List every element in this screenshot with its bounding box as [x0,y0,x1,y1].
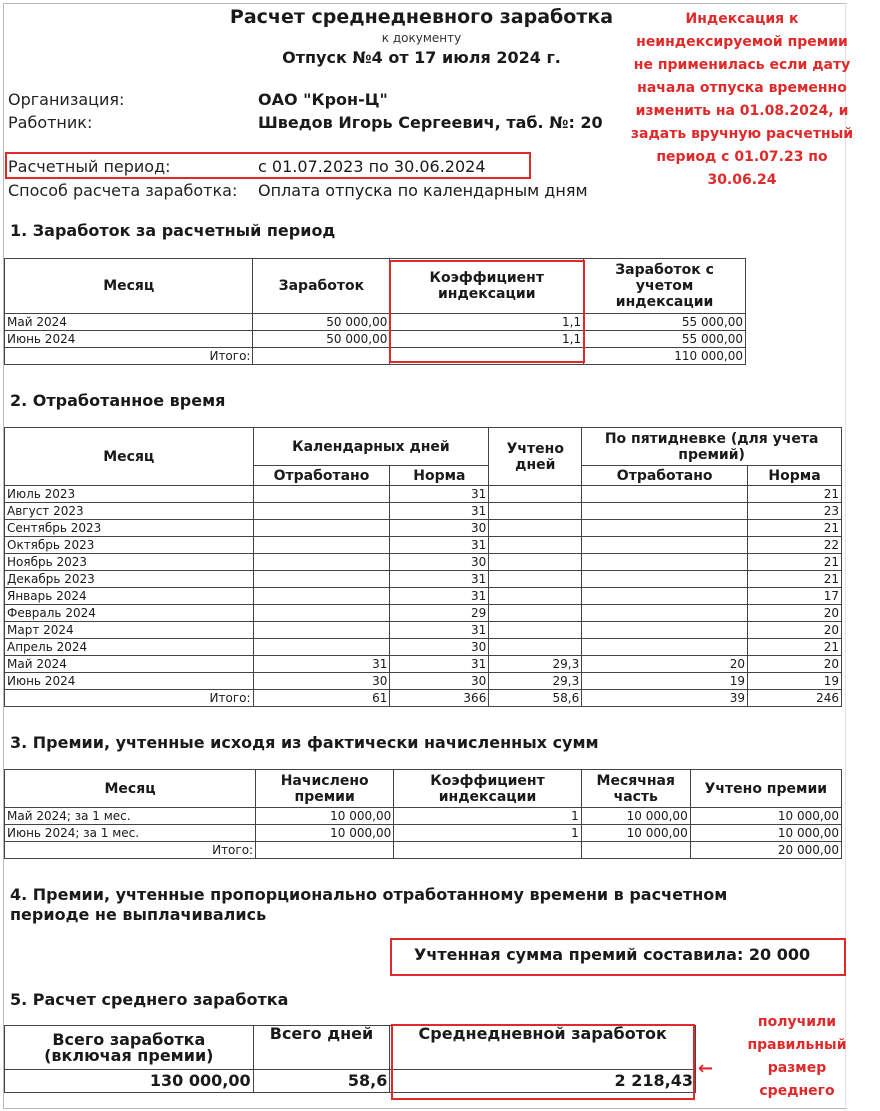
cell-empty [256,842,394,859]
cell-value [582,639,748,656]
worker-value: Шведов Игорь Сергеевич, таб. №: 20 [258,113,603,132]
note-line: период с 01.07.23 по [656,149,828,165]
cell-value: 31 [390,571,489,588]
cell-value: 31 [390,486,489,503]
cell-value: 30 [253,673,390,690]
col-index-coef: Коэффициент индексации [390,259,584,314]
cell-month: Май 2024 [5,656,254,673]
cell-value: 30 [390,554,489,571]
col-accrued-bonus: Начислено премии [256,770,394,808]
avg-highlight-box [391,1024,695,1100]
cell-coef: 1 [394,825,582,842]
cell-value [582,537,748,554]
cell-value: 30 [390,673,489,690]
cell-coef: 1,1 [390,331,584,348]
table-row [5,588,842,605]
cell-month: Апрель 2024 [5,639,254,656]
cell-counted: 10 000,00 [690,808,841,825]
cell-value [582,486,748,503]
col-counted-days: Учтено дней [489,428,582,486]
cell-value [582,520,748,537]
cell-value: 23 [748,503,842,520]
cell-empty [253,348,390,365]
cell-total: 246 [748,690,842,707]
cell-total-label: Итого: [5,842,256,859]
cell-value: 31 [253,656,390,673]
cell-indexed: 55 000,00 [584,331,746,348]
cell-value: 22 [748,537,842,554]
cell-month: Май 2024; за 1 мес. [5,808,256,825]
col-total-earnings: Всего заработка (включая премии) [5,1026,254,1070]
note-line: правильный [747,1037,847,1053]
cell-value: 19 [748,673,842,690]
cell-value: 21 [748,554,842,571]
col-calendar-days: Календарных дней [253,428,489,466]
col-avg-daily: Среднедневной заработок [390,1026,696,1070]
total-row [5,348,746,365]
section2-heading: 2. Отработанное время [10,391,226,410]
cell-value [582,605,748,622]
cell-total: 61 [253,690,390,707]
cell-value [489,486,582,503]
worked-time-table [4,427,842,707]
cell-value [489,554,582,571]
arrow-left-icon: ← [698,1058,714,1079]
result-note [722,1011,872,1103]
period-label: Расчетный период: [8,157,171,176]
table-row [5,571,842,588]
cell-month: Декабрь 2023 [5,571,254,588]
section1-heading: 1. Заработок за расчетный период [10,221,336,240]
cell-accrued: 10 000,00 [256,825,394,842]
cell-total-days: 58,6 [253,1070,390,1093]
cell-value [253,622,390,639]
cell-value [253,554,390,571]
cell-indexed: 55 000,00 [584,314,746,331]
table-row [5,656,842,673]
cell-value [489,571,582,588]
cell-total-value: 110 000,00 [584,348,746,365]
note-line: 30.06.24 [707,172,777,188]
cell-value: 21 [748,639,842,656]
cell-month: Август 2023 [5,503,254,520]
bonus-total-text: Учтенная сумма премий составила: 20 000 [414,945,811,964]
note-line: начала отпуска временно [637,80,847,96]
cell-value: 20 [748,622,842,639]
cell-value [489,588,582,605]
table-row [5,520,842,537]
note-line: задать вручную расчетный [630,126,854,142]
cell-month: Май 2024 [5,314,253,331]
cell-coef: 1 [394,808,582,825]
cell-value [253,503,390,520]
cell-empty [581,842,690,859]
col-norm: Норма [390,466,489,486]
cell-value: 29,3 [489,673,582,690]
cell-value [253,639,390,656]
cell-month: Июль 2023 [5,486,254,503]
col-worked-five: Отработано [582,466,748,486]
cell-value: 29,3 [489,656,582,673]
cell-coef: 1,1 [390,314,584,331]
cell-total: 58,6 [489,690,582,707]
col-norm-five: Норма [748,466,842,486]
method-label: Способ расчета заработка: [8,181,238,200]
section4-heading-line1: 4. Премии, учтенные пропорционально отработанному времени в расчетном [10,885,728,904]
period-highlight-box [5,152,531,179]
cell-value [489,639,582,656]
note-line: не применилась если дату [633,57,851,73]
cell-value [582,622,748,639]
col-indexed-earnings: Заработок с учетом индексации [584,259,746,314]
table-row [5,639,842,656]
cell-value: 31 [390,503,489,520]
cell-earnings: 50 000,00 [253,314,390,331]
col-five-day: По пятидневке (для учета премий) [582,428,842,466]
cell-value: 30 [390,520,489,537]
cell-month: Сентябрь 2023 [5,520,254,537]
cell-value [253,571,390,588]
col-month: Месяц [5,428,254,486]
cell-value [253,486,390,503]
cell-month: Ноябрь 2023 [5,554,254,571]
cell-total-earnings: 130 000,00 [5,1070,254,1093]
period-value: с 01.07.2023 по 30.06.2024 [258,157,486,176]
indexation-note [622,8,862,192]
cell-value: 31 [390,656,489,673]
cell-value: 29 [390,605,489,622]
table-row [5,673,842,690]
cell-total: 39 [582,690,748,707]
cell-value: 20 [748,656,842,673]
cell-total: 366 [390,690,489,707]
cell-value [489,520,582,537]
cell-value: 20 [748,605,842,622]
cell-value: 31 [390,537,489,554]
earnings-table [4,258,746,365]
cell-value [253,520,390,537]
note-line: получили [757,1014,837,1030]
note-line: изменить на 01.08.2024, и [635,103,849,119]
document-reference: Отпуск №4 от 17 июля 2024 г. [282,48,561,67]
section5-heading: 5. Расчет среднего заработка [10,990,289,1009]
table-row [5,825,842,842]
cell-total-value: 20 000,00 [690,842,841,859]
total-row [5,842,842,859]
col-total-days: Всего дней [253,1026,390,1070]
cell-total-label: Итого: [5,348,253,365]
cell-value: 30 [390,639,489,656]
coef-highlight-box [389,260,585,363]
cell-value [582,503,748,520]
cell-earnings: 50 000,00 [253,331,390,348]
cell-value [582,588,748,605]
cell-value [582,554,748,571]
cell-value [253,588,390,605]
cell-accrued: 10 000,00 [256,808,394,825]
col-index-coef: Коэффициент индексации [394,770,582,808]
cell-monthly: 10 000,00 [581,808,690,825]
col-worked: Отработано [253,466,390,486]
table-row [5,605,842,622]
page-subtitle: к документу [381,31,462,45]
cell-month: Октябрь 2023 [5,537,254,554]
table-row [5,486,842,503]
cell-value: 20 [582,656,748,673]
col-earnings: Заработок [253,259,390,314]
cell-value: 21 [748,571,842,588]
col-counted-bonus: Учтено премии [690,770,841,808]
org-label: Организация: [8,90,125,109]
cell-total-label: Итого: [5,690,254,707]
cell-monthly: 10 000,00 [581,825,690,842]
cell-value: 21 [748,486,842,503]
table-row [5,622,842,639]
table-row [5,503,842,520]
cell-value [582,571,748,588]
cell-value: 21 [748,520,842,537]
cell-month: Февраль 2024 [5,605,254,622]
col-month: Месяц [5,259,253,314]
table-row [5,331,746,348]
note-line: среднего [759,1083,835,1099]
total-row [5,690,842,707]
section3-heading: 3. Премии, учтенные исходя из фактически начисленных сумм [10,733,599,752]
cell-value [489,622,582,639]
cell-value: 19 [582,673,748,690]
cell-value: 31 [390,622,489,639]
table-row [5,537,842,554]
cell-value: 31 [390,588,489,605]
col-month: Месяц [5,770,256,808]
cell-month: Июнь 2024 [5,331,253,348]
cell-value [253,537,390,554]
cell-value [489,605,582,622]
section4-heading-line2: периоде не выплачивались [10,905,267,924]
cell-value [489,537,582,554]
cell-counted: 10 000,00 [690,825,841,842]
cell-month: Январь 2024 [5,588,254,605]
cell-value: 17 [748,588,842,605]
note-line: Индексация к [685,11,799,27]
bonuses-table [4,769,842,859]
cell-value [489,503,582,520]
method-value: Оплата отпуска по календарным дням [258,181,588,200]
cell-avg-daily: 2 218,43 [390,1070,696,1093]
note-line: размер [767,1060,827,1076]
table-row [5,808,842,825]
org-value: ОАО "Крон-Ц" [258,90,388,109]
table-row [5,314,746,331]
col-monthly-part: Месячная часть [581,770,690,808]
worked-time-body [5,486,842,690]
cell-month: Июнь 2024; за 1 мес. [5,825,256,842]
cell-month: Июнь 2024 [5,673,254,690]
cell-value [253,605,390,622]
cell-empty [394,842,582,859]
note-line: неиндексируемой премии [636,34,848,50]
page-title: Расчет среднедневного заработка [229,6,614,28]
cell-month: Март 2024 [5,622,254,639]
table-row [5,554,842,571]
worker-label: Работник: [8,113,93,132]
